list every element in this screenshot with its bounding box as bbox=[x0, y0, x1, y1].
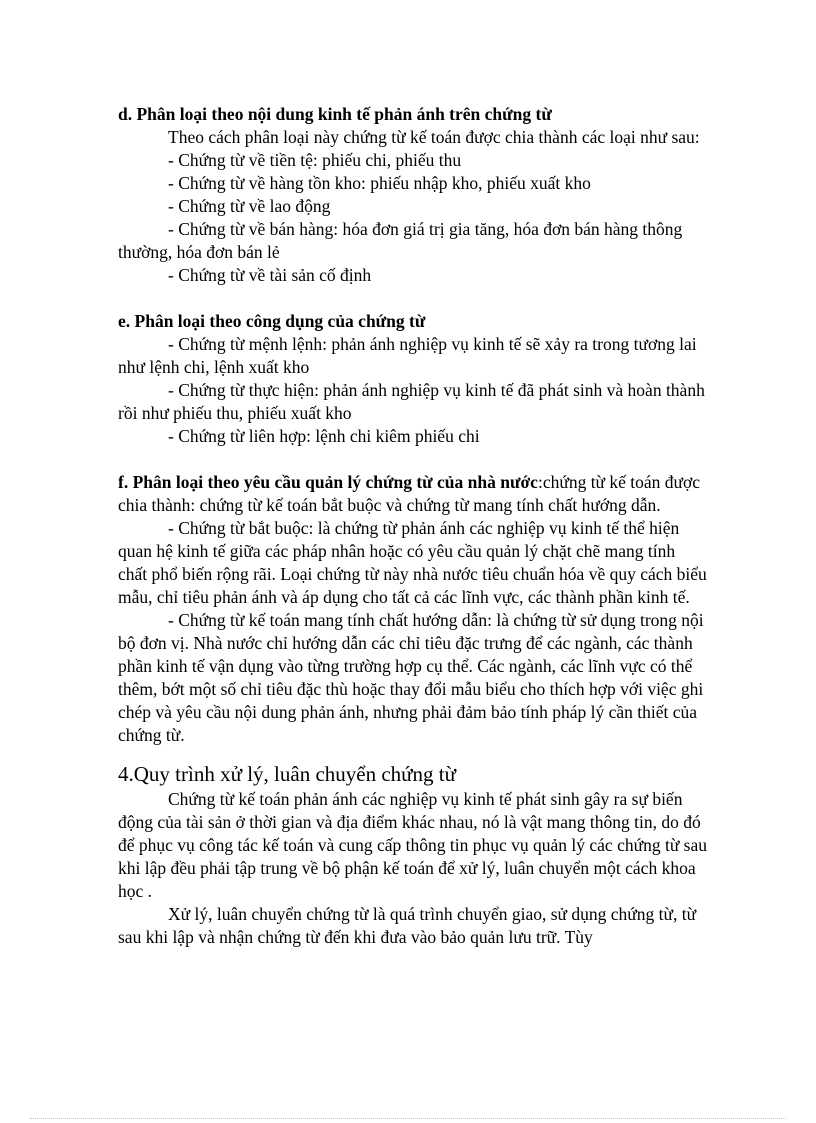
section-d-item: - Chứng từ về lao động bbox=[168, 196, 331, 216]
section-d-item: - Chứng từ về tiền tệ: phiếu chi, phiếu thu bbox=[168, 150, 462, 170]
section-e-heading: e. Phân loại theo công dụng của chứng từ bbox=[118, 311, 426, 331]
page-bottom-rule bbox=[30, 1118, 786, 1119]
section-e-item: - Chứng từ liên hợp: lệnh chi kiêm phiếu chi bbox=[168, 426, 480, 446]
section-4-paragraph: Chứng từ kế toán phản ánh các nghiệp vụ kinh tế phát sinh gây ra sự biến động của tài sản ở thời gian và địa điểm khác nhau, nó là vật mang thông tin, do đó để phục vụ công tác kế toán và cung cấp thông tin phục vụ quản lý các chứng từ sau khi lập đều phải tập trung về bộ phận kế toán để xử lý, luân chuyển một cách khoa học . bbox=[118, 789, 708, 901]
document-body bbox=[118, 103, 708, 949]
section-e-item: - Chứng từ mệnh lệnh: phản ánh nghiệp vụ kinh tế sẽ xảy ra trong tương lai như lệnh chi, lệnh xuất kho bbox=[118, 334, 697, 377]
section-d-heading: d. Phân loại theo nội dung kinh tế phản ánh trên chứng từ bbox=[118, 104, 552, 124]
section-f-item: - Chứng từ kế toán mang tính chất hướng dẫn: là chứng từ sử dụng trong nội bộ đơn vị. Nhà nước chỉ hướng dẫn các chỉ tiêu đặc trưng để các ngành, các thành phần kinh tế vận dụng vào từng trường hợp cụ thể. Các ngành, các lĩnh vực có thể thêm, bớt một số chỉ tiêu đặc thù hoặc thay đổi mẫu biểu cho thích hợp với việc ghi chép và yêu cầu nội dung phản ánh, nhưng phải đảm bảo tính pháp lý cần thiết của chứng từ. bbox=[118, 610, 704, 745]
section-4-title: 4.Quy trình xử lý, luân chuyển chứng từ bbox=[118, 762, 457, 786]
spacer bbox=[118, 287, 708, 310]
section-f-heading-rest: :chứng từ kế toán được chia thành: chứng từ kế toán bắt buộc và chứng từ mang tính chất hướng dẫn. bbox=[118, 472, 701, 515]
section-f-heading: f. Phân loại theo yêu cầu quản lý chứng từ của nhà nước bbox=[118, 472, 538, 492]
section-d-item: - Chứng từ về hàng tồn kho: phiếu nhập kho, phiếu xuất kho bbox=[168, 173, 591, 193]
section-d-intro: Theo cách phân loại này chứng từ kế toán được chia thành các loại như sau: bbox=[168, 127, 700, 147]
section-4-paragraph: Xử lý, luân chuyển chứng từ là quá trình chuyển giao, sử dụng chứng từ, từ sau khi lập và nhận chứng từ đến khi đưa vào bảo quản lưu trữ. Tùy bbox=[118, 904, 697, 947]
section-f-paragraph bbox=[118, 471, 708, 517]
section-d-item: - Chứng từ về bán hàng: hóa đơn giá trị gia tăng, hóa đơn bán hàng thông thường, hóa đơn bán lẻ bbox=[118, 219, 683, 262]
spacer bbox=[118, 448, 708, 471]
section-d-item: - Chứng từ về tài sản cố định bbox=[168, 265, 372, 285]
section-e-item: - Chứng từ thực hiện: phản ánh nghiệp vụ kinh tế đã phát sinh và hoàn thành rồi như phiếu thu, phiếu xuất kho bbox=[118, 380, 705, 423]
section-f-item: - Chứng từ bắt buộc: là chứng từ phản ánh các nghiệp vụ kinh tế thể hiện quan hệ kinh tế giữa các pháp nhân hoặc có yêu cầu quản lý chặt chẽ mang tính chất phổ biến rộng rãi. Loại chứng từ này nhà nước tiêu chuẩn hóa về quy cách biểu mẫu, chỉ tiêu phản ánh và áp dụng cho tất cả các lĩnh vực, các thành phần kinh tế. bbox=[118, 518, 707, 607]
